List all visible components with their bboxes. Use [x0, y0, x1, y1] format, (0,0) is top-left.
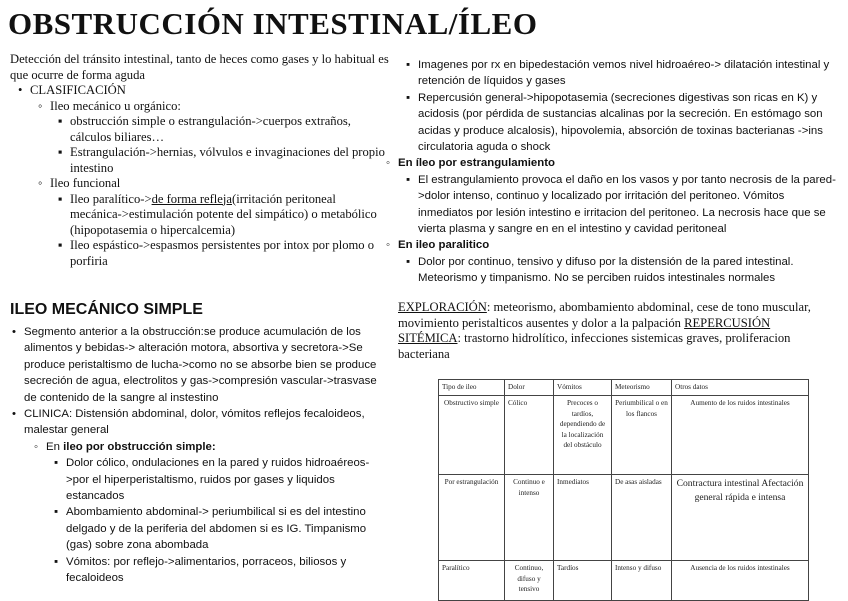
- functional-label: Ileo funcional: [50, 176, 121, 190]
- list-item: [30, 83, 390, 269]
- exploration-text: : meteorismo, abombamiento abdominal, cese de tono muscular, movimiento peristalticos ausentes y dolor a la palpación: [398, 300, 811, 330]
- exploration-label: EXPLORACIÓN: [398, 300, 487, 314]
- list-item: ▪ Repercusión general->hipopotasemia (secreciones digestivas son ricas en K) y acidosis (por pérdida de sustancias alcalinas por la secreción. En estómago son acidas y produce alcalosis), hipovolemia, absorción de toxinas bacterianas ->ins circulatoria aguda o shock: [418, 90, 836, 156]
- ileus-comparison-table: [438, 379, 809, 601]
- systemic-repercussion-label: REPERCUSIÓN SITÉMICA: [398, 315, 771, 345]
- table-cell: Periumbilical o en los flancos: [612, 396, 672, 475]
- table-cell: Obstructivo simple: [439, 396, 505, 475]
- list-item: [50, 99, 390, 177]
- mechanical-label: Ileo mecánico u orgánico:: [50, 98, 181, 113]
- list-item: • Segmento anterior a la obstrucción:se produce acumulación de los alimentos y bebidas-> alteración motora, absortiva y secretora->Se produce peristaltismo de lucha->como no se absorbe bien se produce secreción de agua, electrolitos y gas->compresión vascular->trasvase de contenido de la sangre al instestino: [24, 324, 390, 406]
- exploration-paragraph: [398, 300, 830, 362]
- right-column: [398, 57, 836, 287]
- table-header-row: [439, 380, 809, 396]
- table-row: [439, 561, 809, 601]
- obstruction-simple-label: ileo por obstrucción simple:: [63, 440, 216, 453]
- table-cell: Cólico: [505, 396, 554, 475]
- left-column: [10, 52, 390, 269]
- en-prefix: En: [46, 440, 64, 453]
- list-item: [50, 176, 390, 269]
- page-title: OBSTRUCCIÓN INTESTINAL/ÍLEO: [8, 6, 538, 41]
- table-header-cell: Meteorismo: [612, 380, 672, 396]
- list-item: ▪ Dolor cólico, ondulaciones en la pared y ruidos hidroaéreos->por el hiperperistaltismo, ruidos por gases y liquidos estancados: [66, 455, 390, 504]
- list-item: ▪ obstrucción simple o estrangulación->cuerpos extraños, cálculos biliares…: [70, 114, 390, 145]
- list-item: ▪ El estrangulamiento provoca el daño en los vasos y por tanto necrosis de la pared->dolor intenso, continuo y localizado por irritación del peritoneo. Vómitos inmediatos por lesión intestino e irritacion del peritoneo. La necrosis hace que se vierta plasma y sangre en en el intestino y cavidad peritoneal: [418, 172, 836, 238]
- table-header-cell: Vómitos: [554, 380, 612, 396]
- list-item: [398, 155, 836, 237]
- paralytic-prefix: Ileo paralítico->: [70, 191, 152, 206]
- list-item: [70, 192, 390, 239]
- table-header-cell: Otros datos: [672, 380, 809, 396]
- table-cell: Tardíos: [554, 561, 612, 601]
- table-cell: Por estrangulación: [439, 475, 505, 561]
- table-cell: Inmediatos: [554, 475, 612, 561]
- list-item: ▪ Vómitos: por reflejo->alimentarios, porraceos, biliosos y fecaloideos: [66, 554, 390, 587]
- classification-list: [30, 83, 390, 269]
- section-heading-mecanico-simple: ILEO MECÁNICO SIMPLE: [10, 301, 203, 318]
- strangulation-label: En íleo por estrangulamiento: [398, 157, 555, 170]
- list-item: [46, 439, 390, 587]
- table-cell: Intenso y difuso: [612, 561, 672, 601]
- intro-paragraph: Detección del tránsito intestinal, tanto de heces como gases y lo habitual es que ocurre de forma aguda: [10, 52, 389, 82]
- list-item: ▪ Imagenes por rx en bipedestación vemos nivel hidroaéreo-> dilatación intestinal y retención de líquidos y gases: [418, 57, 836, 90]
- list-item: ▪ Abombamiento abdominal-> periumbilical si es del intestino delgado y de la periferia del abdomen si es IG. Timpanismo (gas) sobre zona abombada: [66, 504, 390, 553]
- table-cell: Continuo e intenso: [505, 475, 554, 561]
- table-row: [439, 475, 809, 561]
- list-item: [398, 237, 836, 286]
- list-item: [24, 406, 390, 586]
- table-header-cell: Tipo de ileo: [439, 380, 505, 396]
- table-cell: Precoces o tardíos, dependiendo de la localización del obstáculo: [554, 396, 612, 475]
- table-cell: Paralítico: [439, 561, 505, 601]
- paralytic-rest: (irritación peritoneal mecánica->estimulación potente del simpático) o metabólico (hipopotasemia o hipercalcemia): [70, 191, 377, 237]
- table-cell: Aumento de los ruidos intestinales: [672, 396, 809, 475]
- table-cell: Contractura intestinal Afectación general rápida e intensa: [672, 475, 809, 561]
- list-item: ▪ Dolor por continuo, tensivo y difuso por la distensión de la pared intestinal. Meteorismo y timpanismo. No se perciben ruidos intestinales normales: [418, 254, 836, 287]
- classification-label: CLASIFICACIÓN: [30, 83, 126, 97]
- table-header-cell: Dolor: [505, 380, 554, 396]
- table-cell: De asas aisladas: [612, 475, 672, 561]
- mecanico-simple-section: [10, 324, 390, 587]
- systemic-repercussion-text: : trastorno hidrolítico, infecciones sistemicas graves, proliferacion bacteriana: [398, 331, 791, 361]
- list-item: ▪ Estrangulación->hernias, vólvulos e invaginaciones del propio intestino: [70, 145, 390, 176]
- clinica-text: CLINICA: Distensión abdominal, dolor, vómitos reflejos fecaloideos, malestar general: [24, 408, 365, 437]
- table-cell: Continuo, difuso y tensivo: [505, 561, 554, 601]
- table-cell: Ausencia de los ruidos intestinales: [672, 561, 809, 601]
- list-item: ▪ Ileo espástico->espasmos persistentes por intox por plomo o porfiria: [70, 238, 390, 269]
- paralytic-label: En ileo paralitico: [398, 239, 490, 252]
- table-row: [439, 396, 809, 475]
- paralytic-underlined-text: de forma refleja: [151, 191, 232, 206]
